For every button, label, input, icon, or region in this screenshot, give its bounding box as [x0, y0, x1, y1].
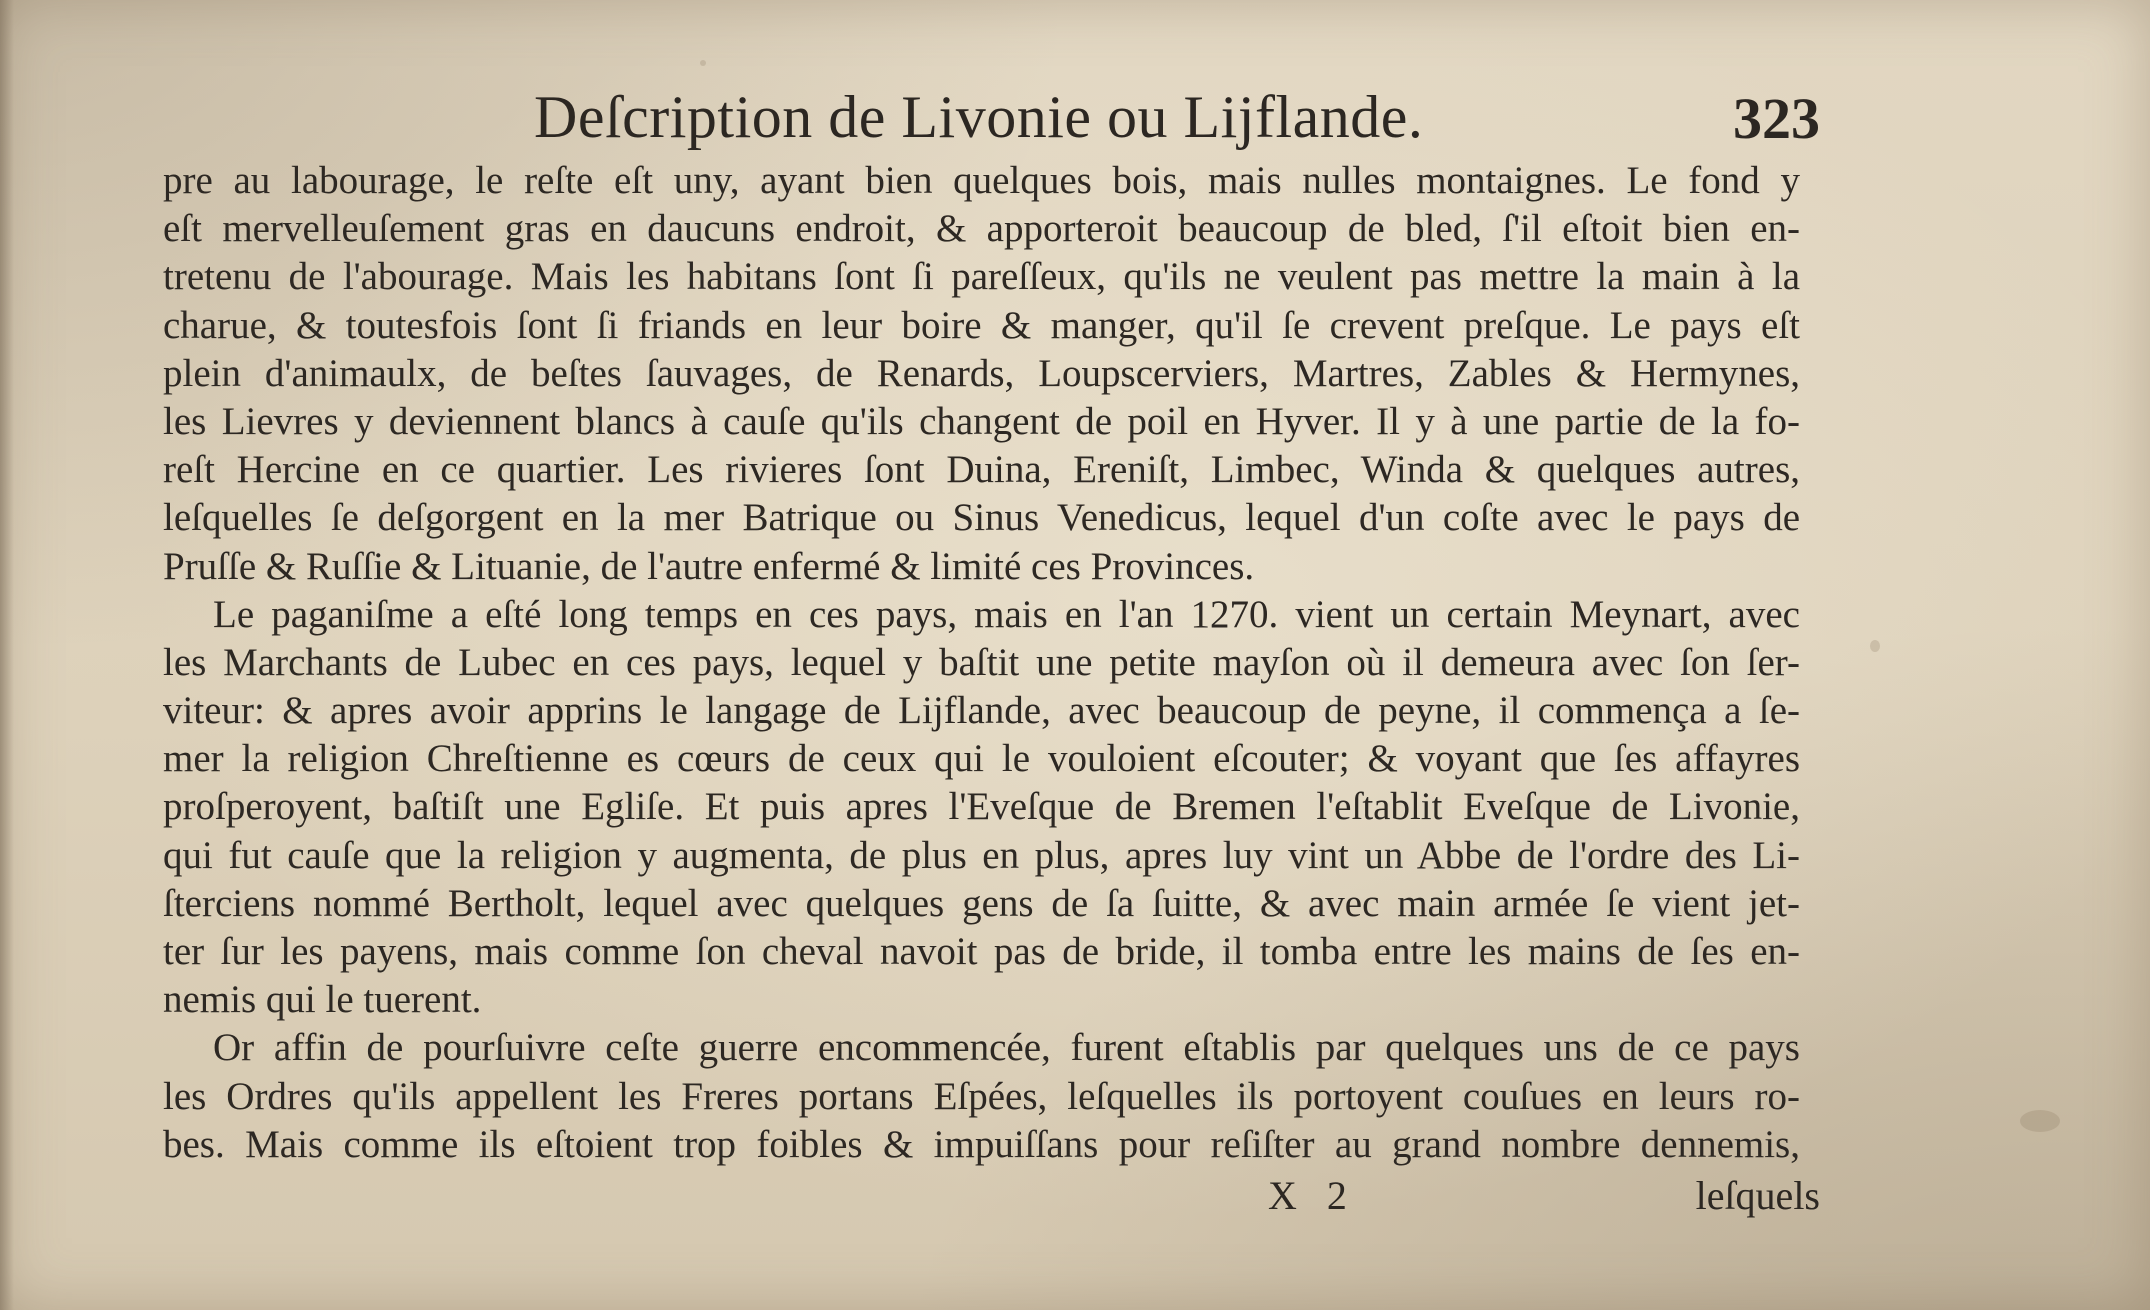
text-line: Le paganiſme a eſté long temps en ces pays, mais en l'an 1270. vient un certain Meynart, avec: [213, 592, 1800, 636]
text-line: les Lievres y deviennent blancs à cauſe qu'ils changent de poil en Hyver. Il y à une partie de la fo-: [163, 399, 1800, 443]
text-line: qui fut cauſe que la religion y augmenta, de plus en plus, apres luy vint un Abbe de l'ordre des Li-: [163, 833, 1800, 877]
text-line: viteur: & apres avoir apprins le langage de Lijflande, avec beaucoup de peyne, il commença a ſe-: [163, 689, 1800, 733]
text-line: mer la religion Chreſtienne es cœurs de ceux qui le vouloient eſcouter; & voyant que ſes affayres: [163, 737, 1800, 781]
catchword: leſquels: [1695, 1173, 1820, 1218]
text-line: les Marchants de Lubec en ces pays, lequel y baſtit une petite mayſon où il demeura avec ſon ſer-: [163, 640, 1800, 684]
text-line: plein d'animaulx, de beſtes ſauvages, de Renards, Loupscerviers, Martres, Zables & Hermynes,: [163, 351, 1800, 395]
page-footer: [160, 1166, 1820, 1226]
page-number: 323: [1733, 86, 1820, 151]
page-gutter-edge: [0, 0, 14, 1310]
text-line: reſt Hercine en ce quartier. Les rivieres ſont Duina, Ereniſt, Limbec, Winda & quelques autres,: [163, 448, 1800, 492]
text-line: bes. Mais comme ils eſtoient trop foibles & impuiſſans pour reſiſter au grand nombre dennemis,: [163, 1122, 1800, 1166]
body-text: [163, 157, 1800, 1169]
text-line: pre au labourage, le reſte eſt uny, ayant bien quelques bois, mais nulles montaignes. Le fond y: [163, 159, 1800, 202]
text-line: nemis qui le tuerent.: [163, 978, 482, 1022]
text-line: ter ſur les payens, mais comme ſon cheval navoit pas de bride, il tomba entre les mains de ſes en-: [163, 930, 1800, 973]
paper-spot: [1870, 640, 1880, 652]
text-line: eſt mervelleuſement gras en daucuns endroit, & apporteroit beaucoup de bled, ſ'il eſtoit bien en-: [163, 207, 1800, 251]
text-line: proſperoyent, baſtiſt une Egliſe. Et puis apres l'Eveſque de Bremen l'eſtablit Eveſque de Livonie,: [163, 785, 1800, 829]
paper-spot: [2020, 1110, 2060, 1132]
text-line: ſterciens nommé Bertholt, lequel avec quelques gens de ſa ſuitte, & avec main armée ſe vient jet-: [163, 881, 1800, 925]
running-title: Deſcription de Livonie ou Lijflande.: [534, 84, 1424, 150]
paper-spot: [700, 60, 706, 66]
signature-mark: X 2: [1268, 1173, 1357, 1218]
text-line: Pruſſe & Ruſſie & Lituanie, de l'autre enfermé & limité ces Provinces.: [163, 544, 1255, 588]
text-line: tretenu de l'abourage. Mais les habitans ſont ſi pareſſeux, qu'ils ne veulent pas mettre la main à la: [163, 255, 1800, 299]
page-header: [160, 78, 1820, 158]
text-line: Or affin de pourſuivre ceſte guerre encommencée, furent eſtablis par quelques uns de ce pays: [213, 1026, 1800, 1070]
text-line: leſquelles ſe deſgorgent en la mer Batrique ou Sinus Venedicus, lequel d'un coſte avec le pays de: [163, 496, 1800, 540]
text-line: charue, & toutesfois ſont ſi friands en leur boire & manger, qu'il ſe crevent preſque. Le pays eſt: [163, 303, 1800, 347]
text-line: les Ordres qu'ils appellent les Freres portans Eſpées, leſquelles ils portoyent couſues en leurs ro-: [163, 1074, 1800, 1118]
